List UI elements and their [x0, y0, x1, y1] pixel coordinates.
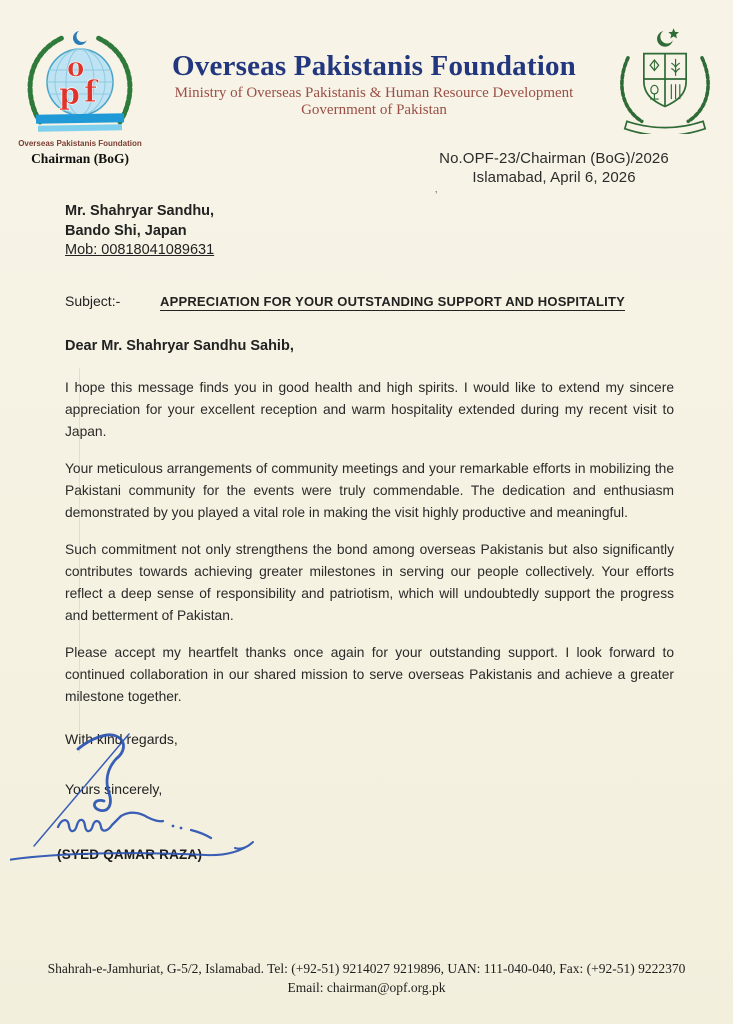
svg-text:o: o — [67, 53, 85, 83]
closing-sincerely: Yours sincerely, — [65, 781, 163, 797]
recipient-name: Mr. Shahryar Sandhu, — [65, 203, 215, 219]
recipient-mobile: Mob: 00818041089631 — [65, 242, 215, 258]
scan-fold-line — [79, 368, 80, 753]
pakistan-emblem-icon — [612, 24, 718, 134]
svg-text:f: f — [84, 75, 97, 110]
letter-body — [65, 377, 674, 723]
recipient-block — [65, 202, 214, 261]
footer-email: Email: chairman@opf.org.pk — [287, 980, 446, 995]
scan-artifact: ʼ — [435, 190, 438, 202]
opf-logo-caption: Overseas Pakistanis Foundation — [18, 139, 142, 148]
signatory-name: (SYED QAMAR RAZA) — [57, 847, 203, 862]
recipient-address: Bando Shi, Japan — [65, 222, 187, 239]
subject-label: Subject:- — [65, 293, 121, 309]
body-paragraph-2: Your meticulous arrangements of community meetings and your remarkable efforts in mobilizing the Pakistani community for the events were truly commendable. The dedication and enthusiasm demonstrated by you played a vital role in making the visit highly productive and meaningful. — [65, 461, 674, 520]
ref-number: No.OPF-23/Chairman (BoG)/2026 — [439, 150, 669, 167]
subject-row — [65, 293, 625, 309]
org-title: Overseas Pakistanis Foundation — [172, 50, 576, 82]
ref-date-block — [404, 149, 704, 187]
chairman-label: Chairman (BoG) — [31, 151, 129, 166]
letterhead — [128, 50, 620, 119]
subject-text: APPRECIATION FOR YOUR OUTSTANDING SUPPORT AND HOSPITALITY — [160, 294, 625, 309]
svg-text:p: p — [59, 77, 80, 112]
opf-logo-icon — [18, 30, 142, 134]
signature-icon — [10, 723, 380, 875]
ministry-line: Ministry of Overseas Pakistanis & Human Resource Development — [174, 85, 574, 101]
closing-regards: With kind regards, — [65, 731, 178, 747]
date-line: Islamabad, April 6, 2026 — [472, 169, 636, 186]
footer — [0, 959, 733, 997]
footer-address: Shahrah-e-Jamhuriat, G-5/2, Islamabad. Tel: (+92-51) 9214027 9219896, UAN: 111-040-040, Fax: (+92-51) 9222370 — [47, 961, 686, 976]
body-paragraph-1: I hope this message finds you in good health and high spirits. I would like to extend my sincere appreciation for your excellent reception and warm hospitality extended during my recent visit to Japan. — [65, 380, 674, 439]
body-paragraph-3: Such commitment not only strengthens the bond among overseas Pakistanis but also significantly contributes towards achieving greater milestones in serving our people collectively. Your efforts reflect a deep sense of responsibility and patriotism, which will undoubtedly support the progress and betterment of Pakistan. — [65, 542, 674, 623]
salutation: Dear Mr. Shahryar Sandhu Sahib, — [65, 338, 294, 354]
government-line: Government of Pakistan — [301, 102, 447, 118]
opf-logo-block — [18, 30, 142, 167]
body-paragraph-4: Please accept my heartfelt thanks once again for your outstanding support. I look forward to continued collaboration in our shared mission to serve overseas Pakistanis and achieve a greater milestone together. — [65, 645, 674, 704]
